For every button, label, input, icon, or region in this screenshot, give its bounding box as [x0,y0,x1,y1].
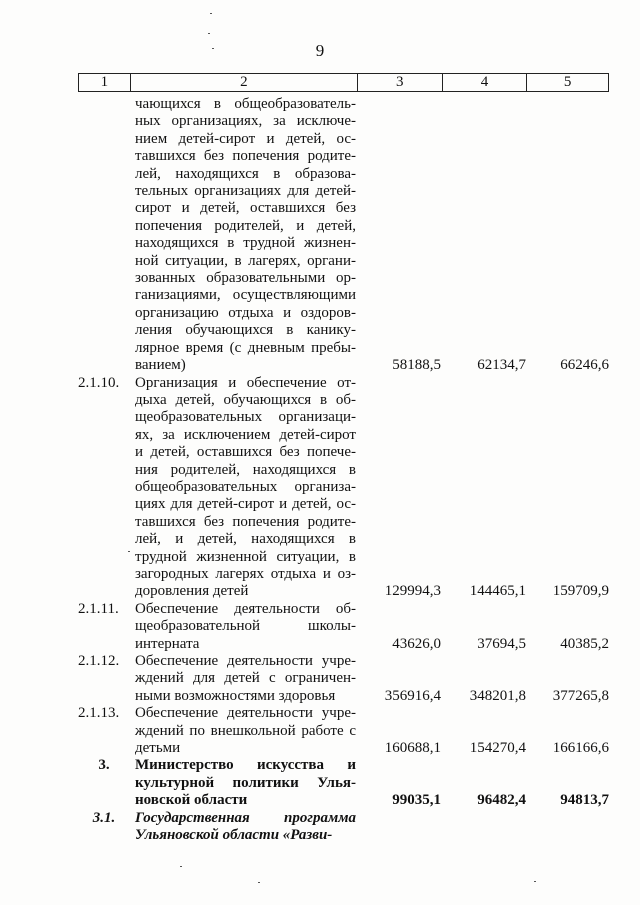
value-col-4: 37694,5 [477,635,526,652]
row-name [130,653,358,705]
table-row [78,757,609,809]
value-col-5: 40385,2 [560,635,609,652]
row-name-line: Обеспечение деятельности об- [135,600,356,617]
row-name-line: щеобразовательных организаци- [135,409,356,426]
header-col-5: 5 [563,74,572,90]
value-col-4: 96482,4 [477,792,526,809]
row-name-line: культурной политики Улья- [135,774,356,791]
row-name-line: ления обучающихся в канику- [135,322,356,339]
row-name [130,601,358,653]
value-col-5: 94813,7 [560,792,609,809]
row-name-line: ными возможностями здоровья [135,687,336,704]
row-name-line: циях для детей-сирот и детей, ос- [135,496,356,513]
row-name-line: ганизациями, осуществляющими [135,287,356,304]
row-number: 3.1. [92,809,116,826]
row-name-line: Министерство искусства и [135,757,356,774]
row-number: 3. [98,757,110,774]
value-col-3: 58188,5 [392,357,441,374]
row-name-line: детьми [135,740,181,757]
row-name-line: лей, находящихся в образова- [135,165,356,182]
row-name-line: загородных лагерях отдыха и оз- [135,565,356,582]
header-col-1: 1 [79,74,131,91]
row-number: 2.1.13. [78,705,120,722]
value-col-3: 99035,1 [392,792,441,809]
row-name-line: щеобразовательной школы- [135,618,356,635]
row-name-line: Государственная программа [135,809,356,826]
row-name-line: чающихся в общеобразователь- [135,96,356,112]
table-header-row [78,73,609,92]
table-row [78,375,609,601]
row-number: 2.1.11. [78,600,119,617]
row-name-line: дыха детей, обучающихся в об- [135,391,356,408]
row-name-line: зованных образовательными ор- [135,270,356,287]
row-name-line: ях, за исключением детей-сирот [135,426,356,443]
value-col-3: 43626,0 [392,635,441,652]
row-name-line: общеобразовательных организа- [135,478,356,495]
header-col-2: 2 [131,74,358,91]
row-name [130,757,358,809]
page-number: 9 [315,41,325,60]
value-col-5: 166166,6 [552,740,609,757]
row-name-line: организацию отдыха и оздоров- [135,304,356,321]
table-row [78,653,609,705]
value-col-5: 66246,6 [560,357,609,374]
row-name-line: ждений для детей с ограничен- [135,670,356,687]
row-name-line: тавшихся без попечения родите- [135,513,356,530]
row-number: 2.1.10. [78,374,120,391]
value-col-3: 160688,1 [384,740,441,757]
row-name [130,705,358,757]
row-number: 2.1.12. [78,653,120,669]
row-name-line: ния родителей, находящихся в [135,461,356,478]
table-row [78,705,609,757]
row-name-line: Обеспечение деятельности учре- [135,705,356,722]
value-col-3: 356916,4 [384,687,441,704]
value-col-5: 377265,8 [552,687,609,704]
row-name-line: ных организациях, за исключе- [135,113,356,130]
row-name-line: Обеспечение деятельности учре- [135,653,356,669]
value-col-5: 159709,9 [552,583,609,600]
row-name-line: сирот и детей, оставшихся без [135,200,356,217]
header-col-3: 3 [358,74,443,91]
row-name-line: лей, и детей, находящихся в [135,531,356,548]
row-name-line: лярное время (с дневным пребы- [135,339,356,356]
row-name-line: ванием) [135,357,186,374]
row-name-line: интерната [135,635,200,652]
row-name-line: доровления детей [135,583,249,600]
row-name-line: тавшихся без попечения родите- [135,148,356,165]
row-name-line: нием детей-сирот и детей, ос- [135,130,356,147]
table-row [78,810,609,845]
row-name-line: и детей, оставшихся без попече- [135,444,356,461]
row-name-line: ной ситуации, в лагерях, органи- [135,252,356,269]
row-name-line: Организация и обеспечение от- [135,374,356,391]
row-name-line: трудной жизненной ситуации, в [135,548,356,565]
row-name [130,375,358,601]
row-name-line: ждений по внешкольной работе с [135,722,356,739]
table-row [78,96,609,375]
row-name-line: попечения родителей, и детей, [135,217,356,234]
header-col-4: 4 [443,74,528,91]
row-name [130,96,358,375]
row-name-line: находящихся в трудной жизнен- [135,235,356,252]
table-row [78,601,609,653]
value-col-4: 348201,8 [469,687,526,704]
value-col-4: 144465,1 [469,583,526,600]
value-col-4: 154270,4 [469,740,526,757]
value-col-3: 129994,3 [384,583,441,600]
row-name-line: Ульяновской области «Разви- [135,827,333,844]
value-col-4: 62134,7 [477,357,526,374]
row-name-line: тельных организациях для детей- [135,183,356,200]
row-name [130,810,358,845]
row-name-line: новской области [135,792,248,809]
budget-table [78,96,609,844]
